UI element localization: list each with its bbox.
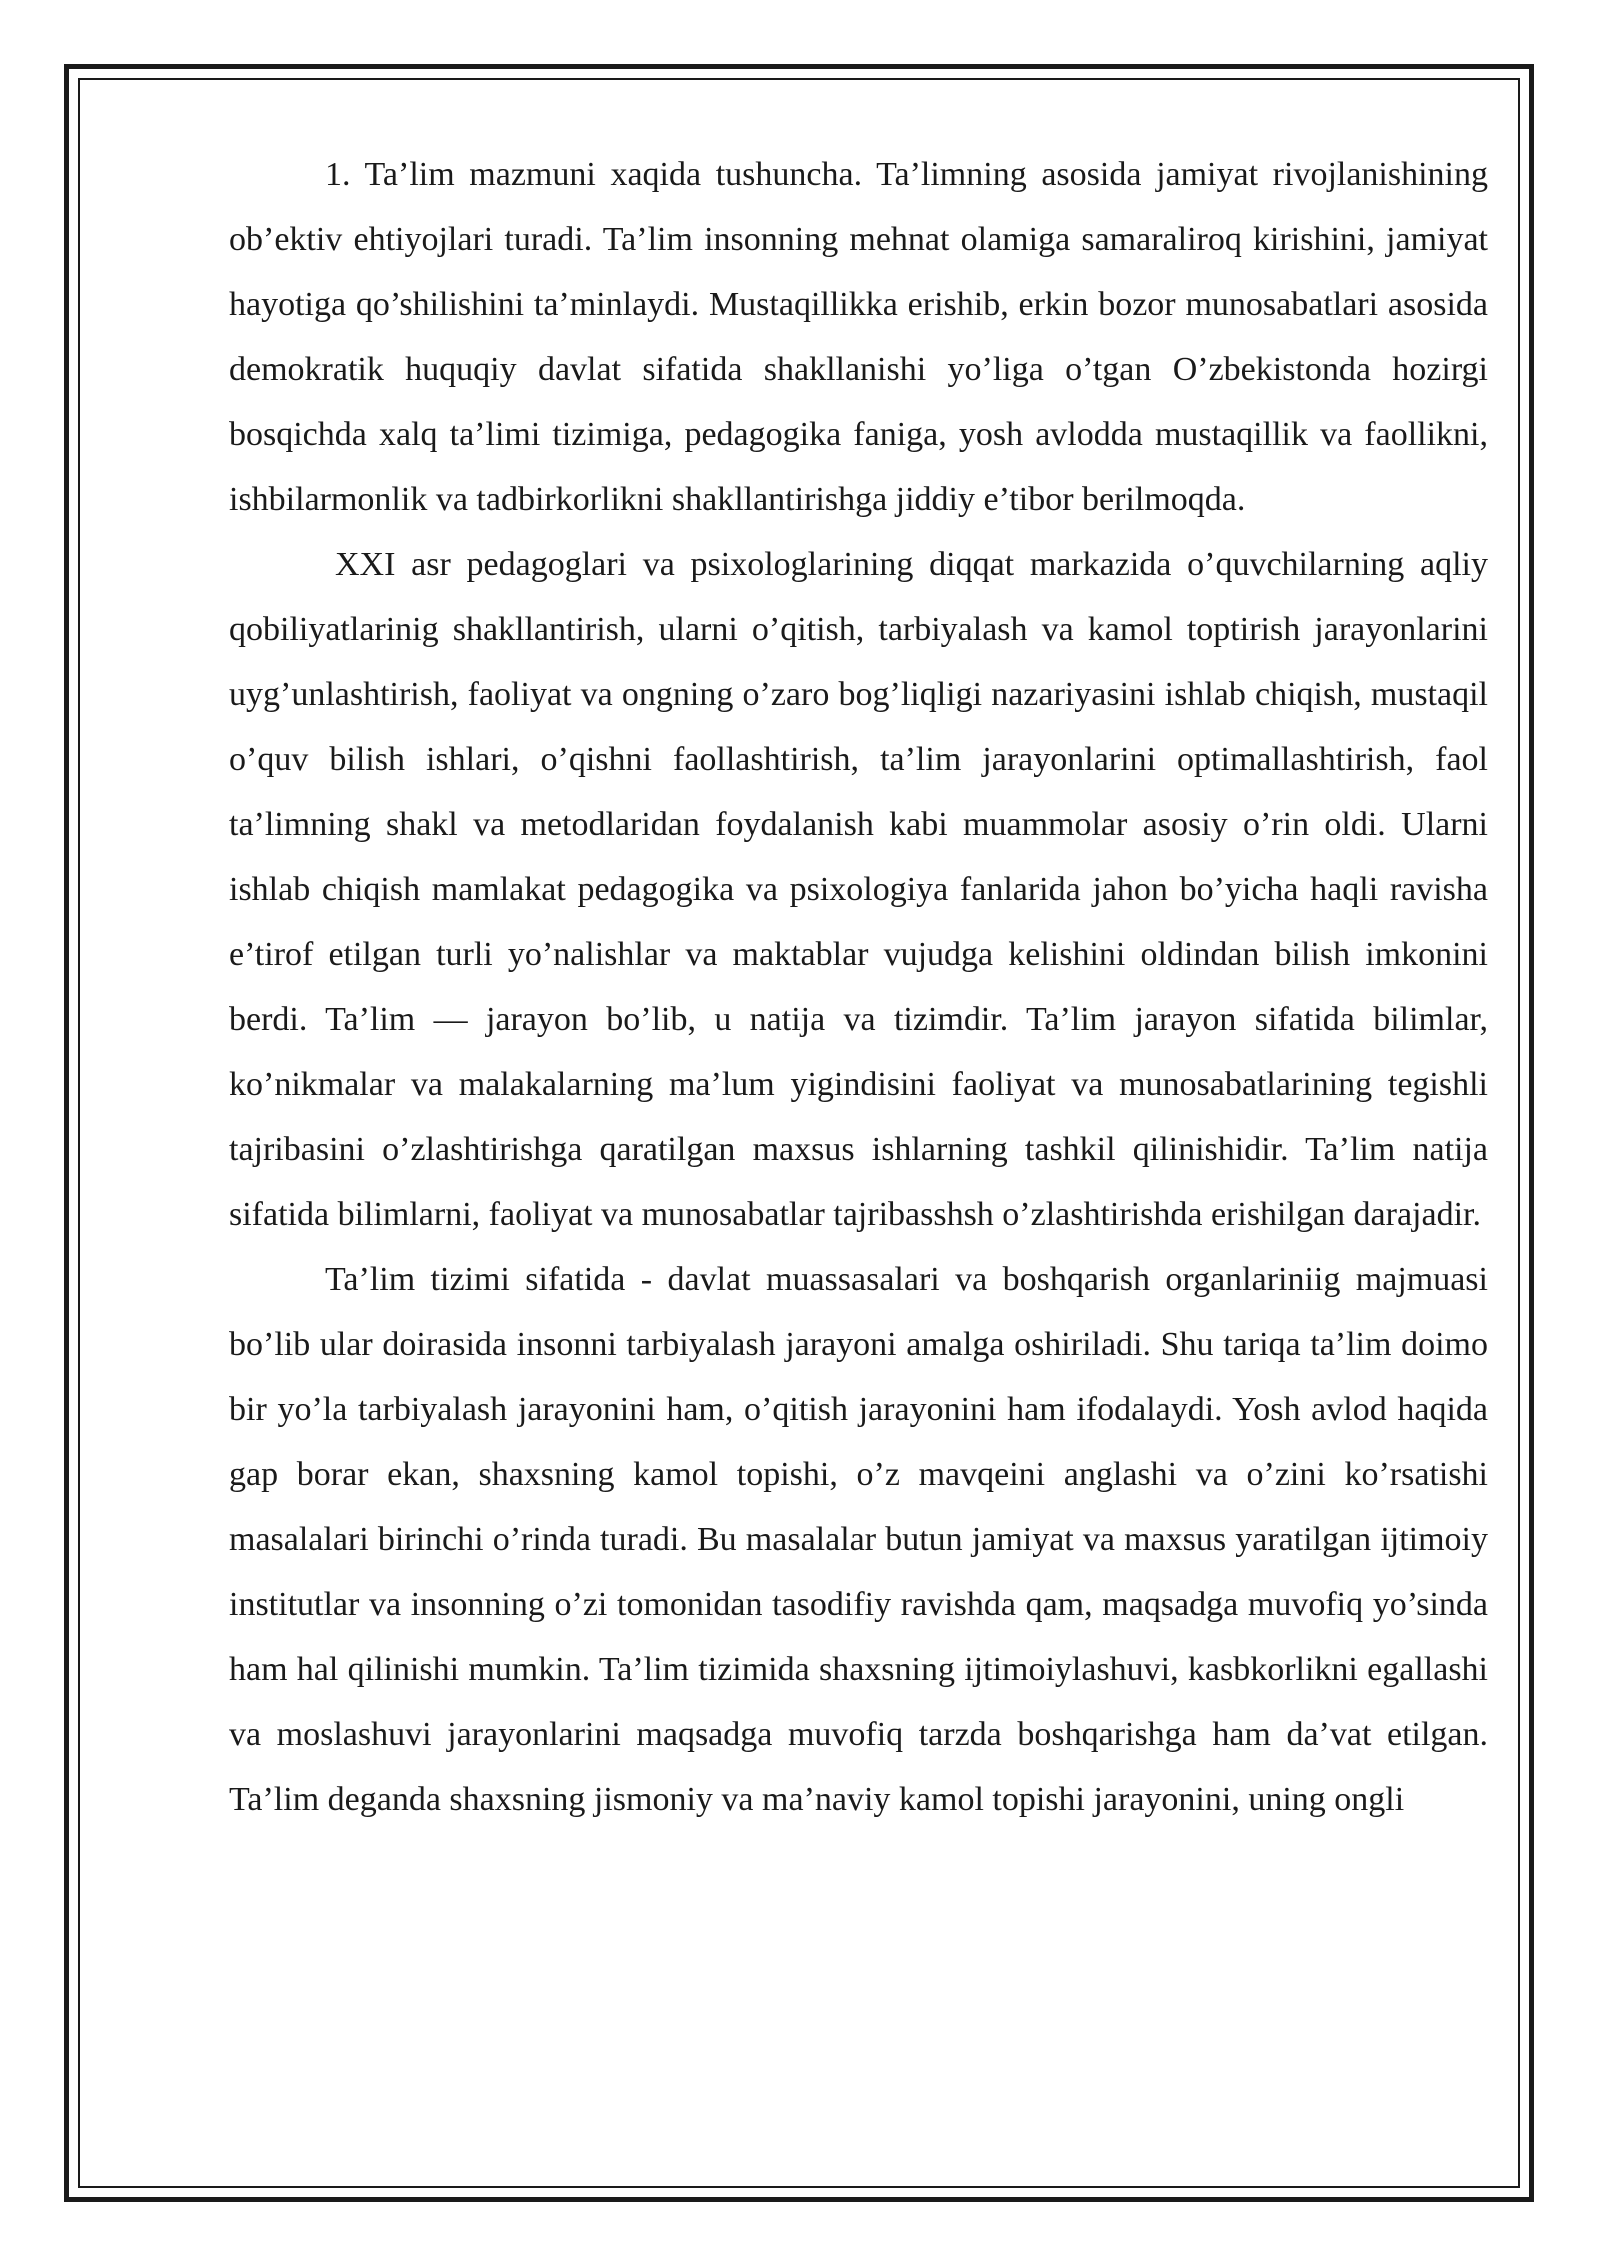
- paragraph-1: 1. Ta’lim mazmuni xaqida tushuncha. Ta’limning asosida jamiyat rivojlanishining ob’ektiv ehtiyojlari turadi. Ta’lim insonning mehnat olamiga samaraliroq kirishini, jamiyat hayotiga qo’shilishini ta’minlaydi. Mustaqillikka erishib, erkin bozor munosabatlari asosida demokratik huquqiy davlat sifatida shakllanishi yo’liga o’tgan O’zbekistonda hozirgi bosqichda xalq ta’limi tizimiga, pedagogika faniga, yosh avlodda mustaqillik va faollikni, ishbilarmonlik va tadbirkorlikni shakllantirishga jiddiy e’tibor berilmoqda.: [229, 156, 1488, 518]
- paragraph-2: XXI asr pedagoglari va psixologlarining diqqat markazida o’quvchilarning aqliy qobiliyatlarinig shakllantirish, ularni o’qitish, tarbiyalash va kamol toptirish jarayonlarini uyg’unlashtirish, faoliyat va ongning o’zaro bog’liqligi nazariyasini ishlab chiqish, mustaqil o’quv bilish ishlari, o’qishni faollashtirish, ta’lim jarayonlarini optimallashtirish, faol ta’limning shakl va metodlaridan foydalanish kabi muammolar asosiy o’rin oldi. Ularni ishlab chiqish mamlakat pedagogika va psixologiya fanlarida jahon bo’yicha haqli ravisha e’tirof etilgan turli yo’nalishlar va maktablar vujudga kelishini oldindan bilish imkonini berdi. Ta’lim — jarayon bo’lib, u natija va tizimdir. Ta’lim jarayon sifatida bilimlar, ko’nikmalar va malakalarning ma’lum yigindisini faoliyat va munosabatlarining tegishli tajribasini o’zlashtirishga qaratilgan maxsus ishlarning tashkil qilinishidir. Ta’lim natija sifatida bilimlarni, faoliyat va munosabatlar tajribasshsh o’zlashtirishda erishilgan darajadir.: [229, 546, 1488, 1233]
- paragraph-3: Ta’lim tizimi sifatida - davlat muassasalari va boshqarish organlariniig majmuasi bo’lib ular doirasida insonni tarbiyalash jarayoni amalga oshiriladi. Shu tariqa ta’lim doimo bir yo’la tarbiyalash jarayonini ham, o’qitish jarayonini ham ifodalaydi. Yosh avlod haqida gap borar ekan, shaxsning kamol topishi, o’z mavqeini anglashi va o’zini ko’rsatishi masalalari birinchi o’rinda turadi. Bu masalalar butun jamiyat va maxsus yaratilgan ijtimoiy institutlar va insonning o’zi tomonidan tasodifiy ravishda qam, maqsadga muvofiq yo’sinda ham hal qilinishi mumkin. Ta’lim tizimida shaxsning ijtimoiylashuvi, kasbkorlikni egallashi va moslashuvi jarayonlarini maqsadga muvofiq tarzda boshqarishga ham da’vat etilgan. Ta’lim deganda shaxsning jismoniy va ma’naviy kamol topishi jarayonini, uning ongli: [229, 1261, 1488, 1818]
- document-body: [229, 142, 1488, 1832]
